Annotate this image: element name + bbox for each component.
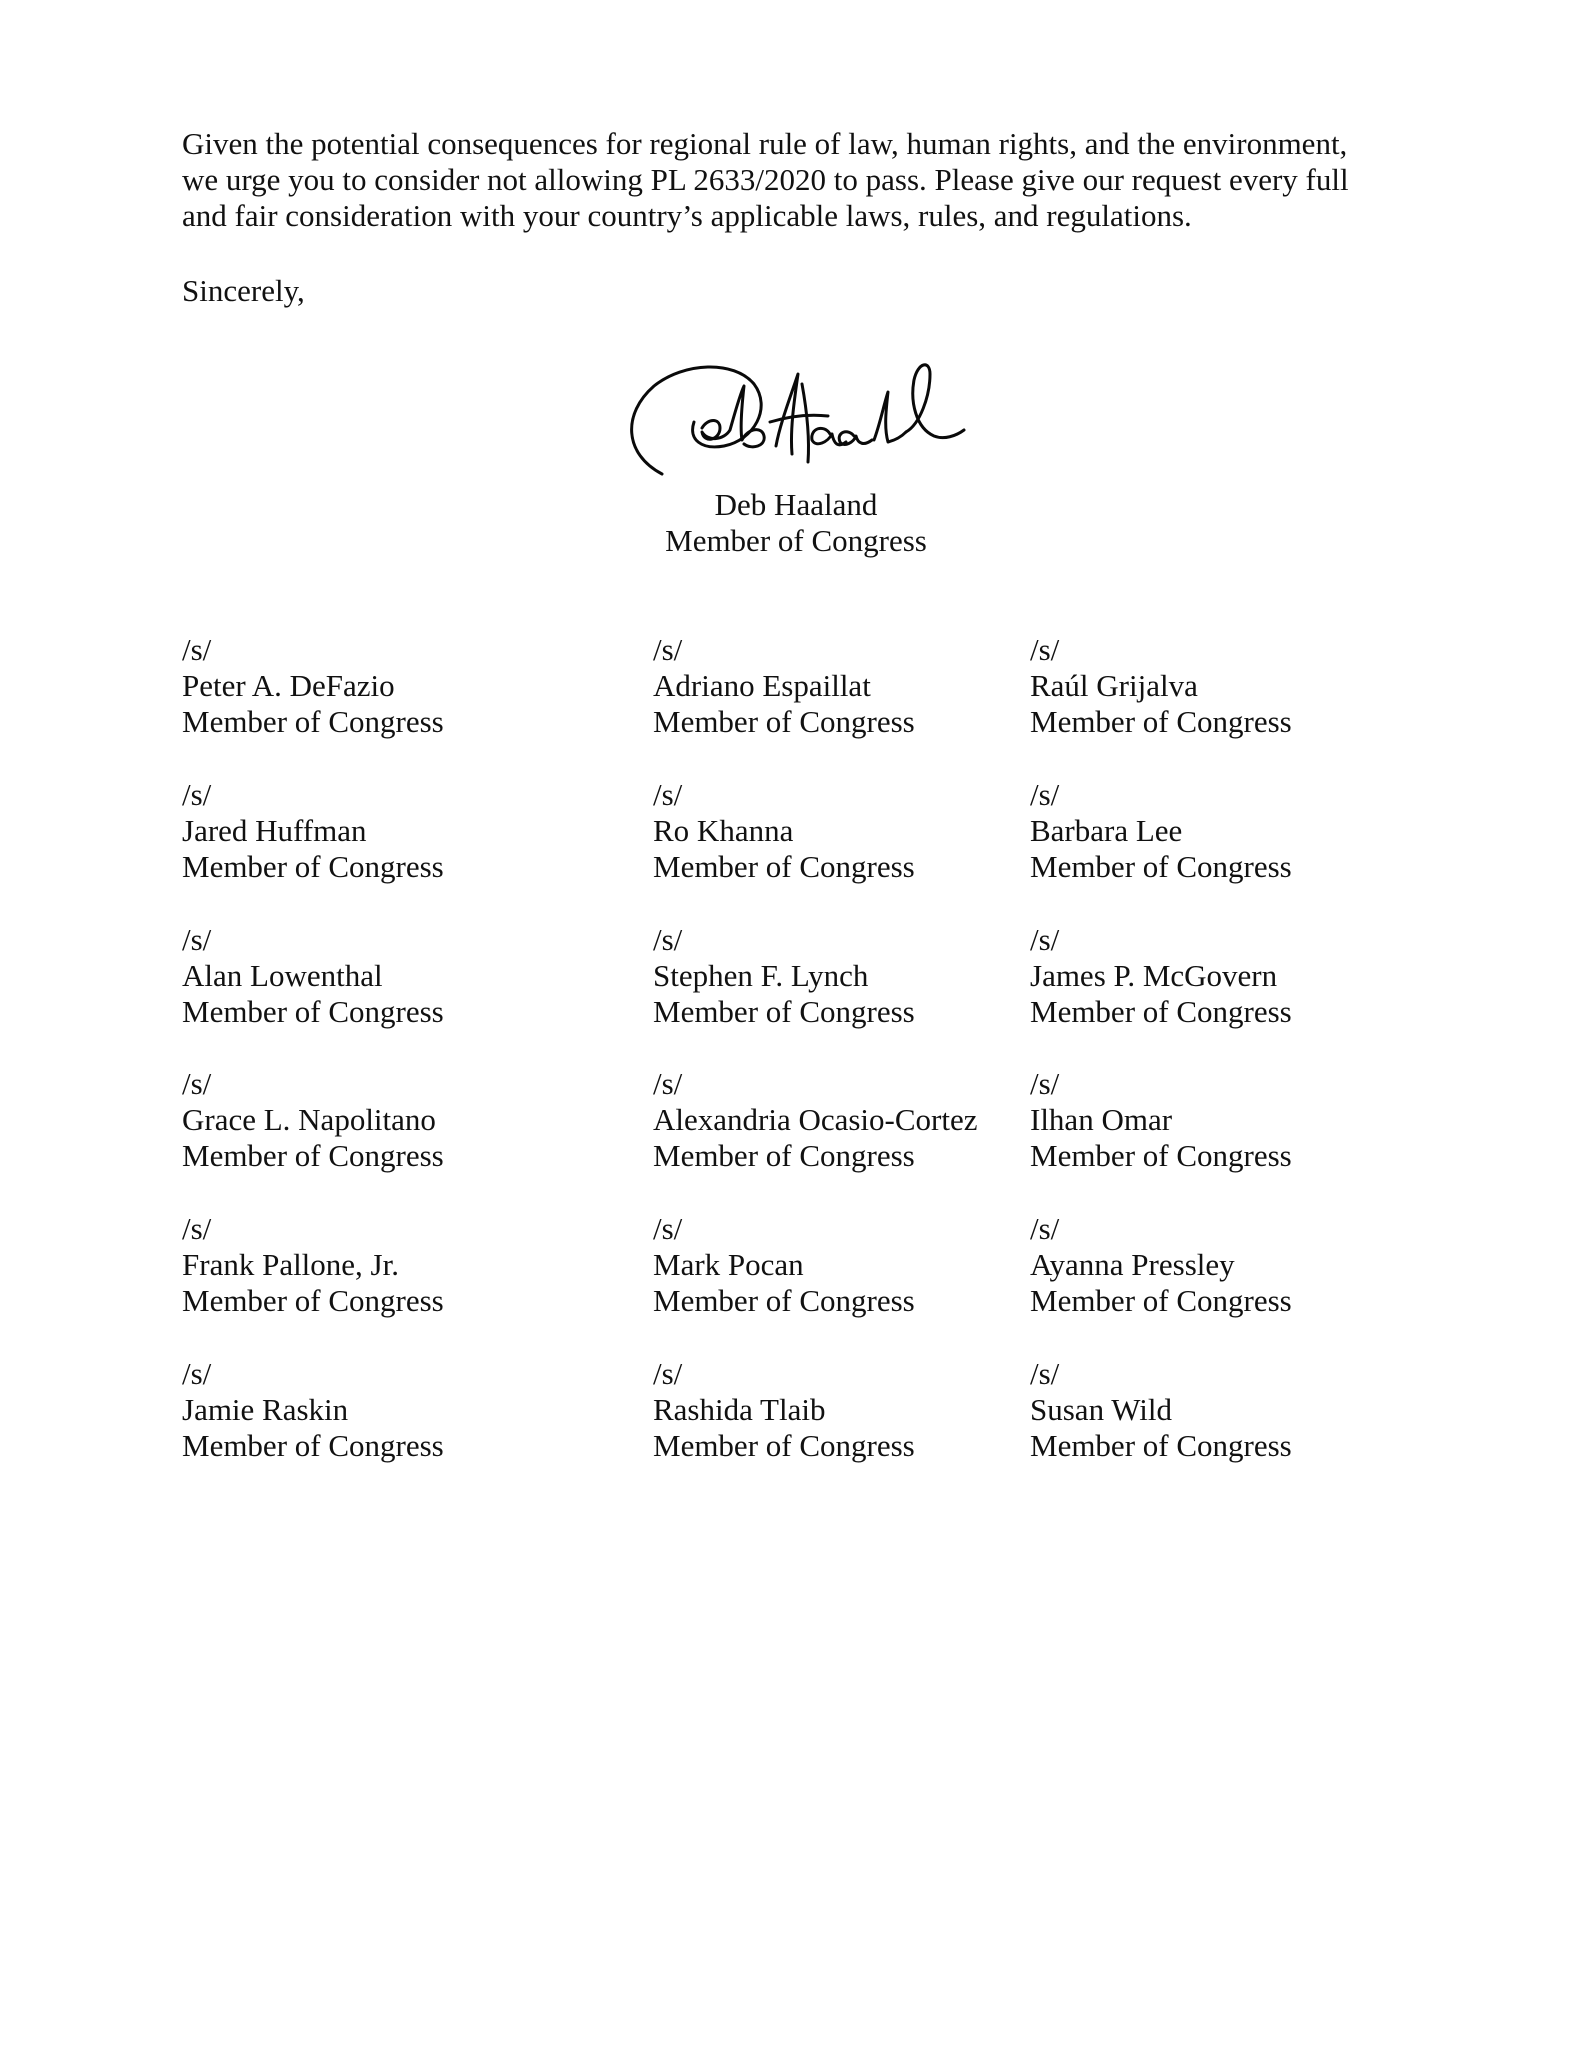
cosigner-block [1030, 1066, 1450, 1174]
cosigner-block [1030, 632, 1450, 740]
signature-mark: /s/ [1030, 1211, 1060, 1246]
lead-signer-name: Deb Haaland [714, 487, 878, 522]
cosigner-title: Member of Congress [653, 994, 915, 1029]
signature-mark: /s/ [1030, 777, 1060, 812]
cosigner-block [653, 632, 1073, 740]
cosigner-block [182, 632, 602, 740]
cosigner-name: Frank Pallone, Jr. [182, 1247, 399, 1282]
cosigner-title: Member of Congress [1030, 1138, 1292, 1173]
cosigner-name: Raúl Grijalva [1030, 668, 1198, 703]
signature-mark: /s/ [1030, 1356, 1060, 1391]
paragraph-line: we urge you to consider not allowing PL 2633/2020 to pass. Please give our request every full [182, 162, 1349, 197]
cosigner-name: Jared Huffman [182, 813, 367, 848]
cosigner-block [182, 1066, 602, 1174]
signature-mark: /s/ [182, 1066, 212, 1101]
cosigner-block [1030, 777, 1450, 885]
signature-mark: /s/ [182, 632, 212, 667]
cosigner-block [182, 922, 602, 1030]
cosigner-title: Member of Congress [1030, 994, 1292, 1029]
signature-mark: /s/ [653, 1066, 683, 1101]
paragraph-line: Given the potential consequences for regional rule of law, human rights, and the environment, [182, 126, 1348, 161]
cosigner-name: Alexandria Ocasio-Cortez [653, 1102, 978, 1137]
cosigner-title: Member of Congress [182, 1283, 444, 1318]
cosigner-title: Member of Congress [182, 704, 444, 739]
cosigner-name: Mark Pocan [653, 1247, 804, 1282]
signature-mark: /s/ [1030, 922, 1060, 957]
cosigner-name: Ro Khanna [653, 813, 794, 848]
signature-mark: /s/ [653, 1356, 683, 1391]
signature-mark: /s/ [1030, 632, 1060, 667]
cosigner-name: Susan Wild [1030, 1392, 1172, 1427]
cosigner-title: Member of Congress [182, 1138, 444, 1173]
cosigner-title: Member of Congress [653, 704, 915, 739]
closing-paragraph [182, 126, 1422, 234]
cosigner-name: Grace L. Napolitano [182, 1102, 436, 1137]
cosigner-name: Alan Lowenthal [182, 958, 383, 993]
cosigner-title: Member of Congress [1030, 1283, 1292, 1318]
cosigner-name: Barbara Lee [1030, 813, 1183, 848]
cosigner-block [182, 777, 602, 885]
signature-mark: /s/ [182, 922, 212, 957]
cosigner-block [653, 1356, 1073, 1464]
cosigner-name: Jamie Raskin [182, 1392, 349, 1427]
lead-signer [596, 487, 996, 559]
signature-mark: /s/ [653, 777, 683, 812]
paragraph-line: and fair consideration with your country’s applicable laws, rules, and regulations. [182, 198, 1192, 233]
cosigner-title: Member of Congress [1030, 849, 1292, 884]
cosigner-name: Stephen F. Lynch [653, 958, 869, 993]
cosigner-name: Adriano Espaillat [653, 668, 871, 703]
valediction: Sincerely, [182, 273, 305, 308]
cosigner-title: Member of Congress [653, 1428, 915, 1463]
signature-mark: /s/ [182, 1356, 212, 1391]
cosigner-title: Member of Congress [182, 994, 444, 1029]
cosigner-block [182, 1211, 602, 1319]
cosigner-block [653, 777, 1073, 885]
signature-mark: /s/ [653, 922, 683, 957]
cosigner-name: James P. McGovern [1030, 958, 1278, 993]
cosigner-title: Member of Congress [1030, 1428, 1292, 1463]
cosigner-title: Member of Congress [182, 849, 444, 884]
cosigner-name: Rashida Tlaib [653, 1392, 826, 1427]
handwritten-signature [584, 344, 1004, 484]
cosigner-block [653, 922, 1073, 1030]
cosigner-name: Peter A. DeFazio [182, 668, 395, 703]
signature-mark: /s/ [1030, 1066, 1060, 1101]
cosigner-name: Ayanna Pressley [1030, 1247, 1235, 1282]
cosigner-block [1030, 1356, 1450, 1464]
cosigner-block [182, 1356, 602, 1464]
signature-mark: /s/ [653, 1211, 683, 1246]
lead-signer-title: Member of Congress [665, 523, 927, 558]
cosigner-block [653, 1066, 1073, 1174]
cosigner-title: Member of Congress [653, 1283, 915, 1318]
cosigner-title: Member of Congress [653, 849, 915, 884]
cosigner-block [653, 1211, 1073, 1319]
cosigner-name: Ilhan Omar [1030, 1102, 1173, 1137]
cosigner-block [1030, 1211, 1450, 1319]
signature-mark: /s/ [182, 777, 212, 812]
signature-mark: /s/ [182, 1211, 212, 1246]
cosigner-title: Member of Congress [182, 1428, 444, 1463]
cosigner-title: Member of Congress [653, 1138, 915, 1173]
cosigner-block [1030, 922, 1450, 1030]
cosigner-title: Member of Congress [1030, 704, 1292, 739]
signature-mark: /s/ [653, 632, 683, 667]
